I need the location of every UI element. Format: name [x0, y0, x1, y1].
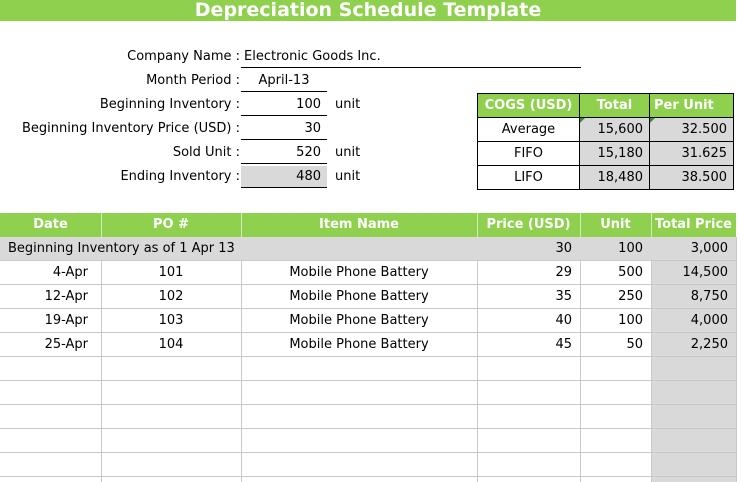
date-column-header: Date [33, 217, 68, 232]
price-cell: 35 [555, 289, 572, 304]
average-per-unit: 32.500 [650, 118, 734, 142]
table-row[interactable] [0, 309, 736, 333]
cogs-row [478, 166, 734, 190]
fifo-per-unit: 31.625 [650, 142, 734, 166]
unit-label: unit [335, 169, 361, 184]
po-cell: 103 [158, 313, 184, 328]
cogs-table [477, 93, 734, 190]
po-cell: 102 [158, 289, 184, 304]
beginning-inventory-label: Beginning Inventory : [99, 97, 240, 112]
unit-cell: 100 [618, 313, 643, 328]
date-cell: 4-Apr [52, 265, 88, 280]
cogs-header: COGS (USD) [478, 94, 580, 118]
ending-inventory-label: Ending Inventory : [120, 169, 240, 184]
po-cell: 101 [158, 265, 184, 280]
empty-row[interactable] [0, 405, 736, 429]
item-cell: Mobile Phone Battery [289, 313, 429, 328]
total-cell: 14,500 [682, 265, 728, 280]
price-cell: 29 [555, 265, 572, 280]
month-period-label: Month Period : [146, 73, 240, 88]
cogs-row [478, 142, 734, 166]
beginning-total: 3,000 [690, 241, 728, 256]
beginning-inventory-text: Beginning Inventory as of 1 Apr 13 [8, 241, 235, 256]
company-name-label: Company Name : [127, 49, 240, 64]
empty-row[interactable] [0, 357, 736, 381]
item-cell: Mobile Phone Battery [289, 289, 429, 304]
po-column-header: PO # [153, 217, 189, 232]
company-name-field[interactable]: Electronic Goods Inc. [241, 46, 581, 68]
date-cell: 12-Apr [44, 289, 88, 304]
fifo-total: 15,180 [580, 142, 650, 166]
method-lifo: LIFO [478, 166, 580, 190]
sold-unit-field[interactable]: 520 [241, 142, 327, 164]
date-cell: 19-Apr [44, 313, 88, 328]
method-fifo: FIFO [478, 142, 580, 166]
beginning-inventory-row[interactable] [0, 237, 736, 261]
lifo-per-unit: 38.500 [650, 166, 734, 190]
unit-column-header: Unit [600, 217, 631, 232]
price-column-header: Price (USD) [486, 217, 571, 232]
month-period-field[interactable]: April-13 [241, 70, 327, 92]
beginning-unit: 100 [618, 241, 643, 256]
lifo-total: 18,480 [580, 166, 650, 190]
empty-row[interactable] [0, 453, 736, 477]
unit-label: unit [335, 97, 361, 112]
unit-cell: 500 [618, 265, 643, 280]
schedule-header-row [0, 213, 736, 237]
beginning-price-label: Beginning Inventory Price (USD) : [22, 121, 240, 136]
price-cell: 40 [555, 313, 572, 328]
cogs-row [478, 118, 734, 142]
table-row[interactable] [0, 285, 736, 309]
method-average: Average [478, 118, 580, 142]
total-cell: 8,750 [690, 289, 728, 304]
date-cell: 25-Apr [44, 337, 88, 352]
empty-row[interactable] [0, 429, 736, 453]
unit-cell: 50 [626, 337, 643, 352]
beginning-inventory-field[interactable]: 100 [241, 94, 327, 116]
beginning-price: 30 [555, 241, 572, 256]
item-cell: Mobile Phone Battery [289, 337, 429, 352]
po-cell: 104 [158, 337, 184, 352]
item-column-header: Item Name [319, 217, 399, 232]
per-unit-header: Per Unit [650, 94, 734, 118]
total-cell: 4,000 [690, 313, 728, 328]
table-row[interactable] [0, 333, 736, 357]
sold-unit-label: Sold Unit : [172, 145, 240, 160]
average-total: 15,600 [580, 118, 650, 142]
total-price-column-header: Total Price [655, 217, 732, 232]
unit-cell: 250 [618, 289, 643, 304]
beginning-price-field[interactable]: 30 [241, 118, 327, 140]
ending-inventory-field: 480 [241, 166, 327, 188]
table-row[interactable] [0, 261, 736, 285]
item-cell: Mobile Phone Battery [289, 265, 429, 280]
total-header: Total [580, 94, 650, 118]
total-cell: 2,250 [690, 337, 728, 352]
price-cell: 45 [555, 337, 572, 352]
empty-row[interactable] [0, 381, 736, 405]
sheet-title: Depreciation Schedule Template [0, 0, 736, 21]
unit-label: unit [335, 145, 361, 160]
